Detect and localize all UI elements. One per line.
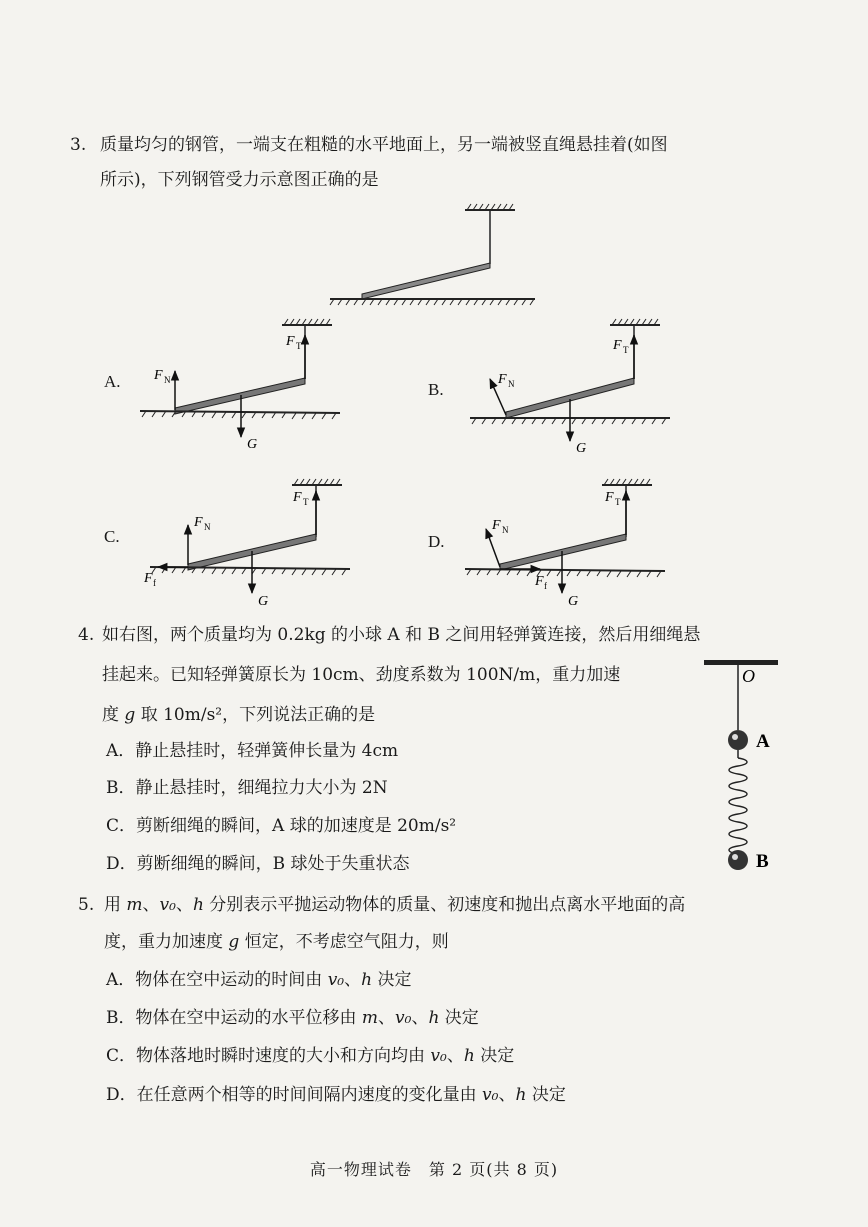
svg-text:F: F [194, 515, 203, 530]
svg-text:G: G [247, 437, 258, 452]
svg-text:F: F [605, 490, 614, 505]
svg-text:O: O [742, 666, 755, 686]
q4-number: 4. [78, 625, 95, 645]
svg-text:A: A [756, 731, 770, 752]
q4-option-b: B．静止悬挂时，细绳拉力大小为 2N [106, 778, 388, 798]
svg-text:F: F [144, 571, 153, 586]
q3-option-b-figure [470, 319, 670, 456]
q5-stem-line2: 度，重力加速度 g 恒定，不考虑空气阻力，则 [104, 932, 449, 952]
svg-text:F: F [286, 334, 295, 349]
q5-stem-line1: 用 m、v₀、h 分别表示平抛运动物体的质量、初速度和抛出点离水平地面的高 [104, 895, 686, 915]
q3-stem-line2: 所示)，下列钢管受力示意图正确的是 [100, 170, 379, 190]
svg-text:F: F [535, 574, 544, 589]
svg-text:F: F [613, 338, 622, 353]
svg-text:N: N [508, 379, 515, 389]
svg-text:B: B [756, 851, 769, 872]
svg-text:F: F [154, 368, 163, 383]
svg-text:T: T [615, 497, 621, 507]
q5-option-c: C．物体落地时瞬时速度的大小和方向均由 v₀、h 决定 [106, 1046, 515, 1066]
q4-option-c: C．剪断细绳的瞬间，A 球的加速度是 20m/s² [106, 816, 457, 836]
q5-option-d: D．在任意两个相等的时间间隔内速度的变化量由 v₀、h 决定 [106, 1085, 566, 1105]
q3-options-figures [0, 315, 868, 615]
q4-stem-line2: 挂起来。已知轻弹簧原长为 10cm、劲度系数为 100N/m，重力加速 [102, 665, 621, 685]
q5-number: 5. [78, 895, 95, 915]
svg-text:F: F [498, 372, 507, 387]
q5-option-a: A．物体在空中运动的时间由 v₀、h 决定 [106, 970, 412, 990]
q4-option-d: D．剪断细绳的瞬间，B 球处于失重状态 [106, 854, 410, 874]
svg-text:F: F [293, 490, 302, 505]
q3-option-d-label: D. [428, 532, 445, 551]
q3-option-d-figure [465, 479, 665, 609]
q3-main-figure [320, 200, 540, 310]
page-footer: 高一物理试卷 第 2 页(共 8 页) [309, 1160, 559, 1179]
svg-text:T: T [623, 345, 629, 355]
svg-text:G: G [568, 594, 579, 609]
svg-text:F: F [492, 518, 501, 533]
svg-text:T: T [296, 341, 302, 351]
svg-text:N: N [502, 525, 509, 535]
svg-text:T: T [303, 497, 309, 507]
q4-option-a: A．静止悬挂时，轻弹簧伸长量为 4cm [106, 741, 399, 761]
q3-number: 3. [70, 135, 87, 155]
q4-stem-line1: 如右图，两个质量均为 0.2kg 的小球 A 和 B 之间用轻弹簧连接，然后用细绳悬 [102, 625, 701, 645]
q3-option-c-figure [143, 479, 350, 609]
q4-spring-figure [700, 652, 800, 882]
svg-text:G: G [576, 441, 587, 456]
svg-text:G: G [258, 594, 269, 609]
svg-text:N: N [204, 522, 211, 532]
q3-option-c-label: C. [104, 527, 120, 546]
q3-option-b-label: B. [428, 380, 444, 399]
q3-option-a-figure [140, 319, 340, 452]
q3-option-a-label: A. [104, 372, 121, 391]
q3-stem-line1: 质量均匀的钢管，一端支在粗糙的水平地面上，另一端被竖直绳悬挂着(如图 [100, 135, 668, 155]
q4-stem-line3: 度 g 取 10m/s²，下列说法正确的是 [102, 705, 376, 725]
q5-option-b: B．物体在空中运动的水平位移由 m、v₀、h 决定 [106, 1008, 479, 1028]
svg-text:f: f [153, 578, 156, 588]
svg-text:f: f [544, 581, 547, 591]
svg-text:N: N [164, 375, 171, 385]
